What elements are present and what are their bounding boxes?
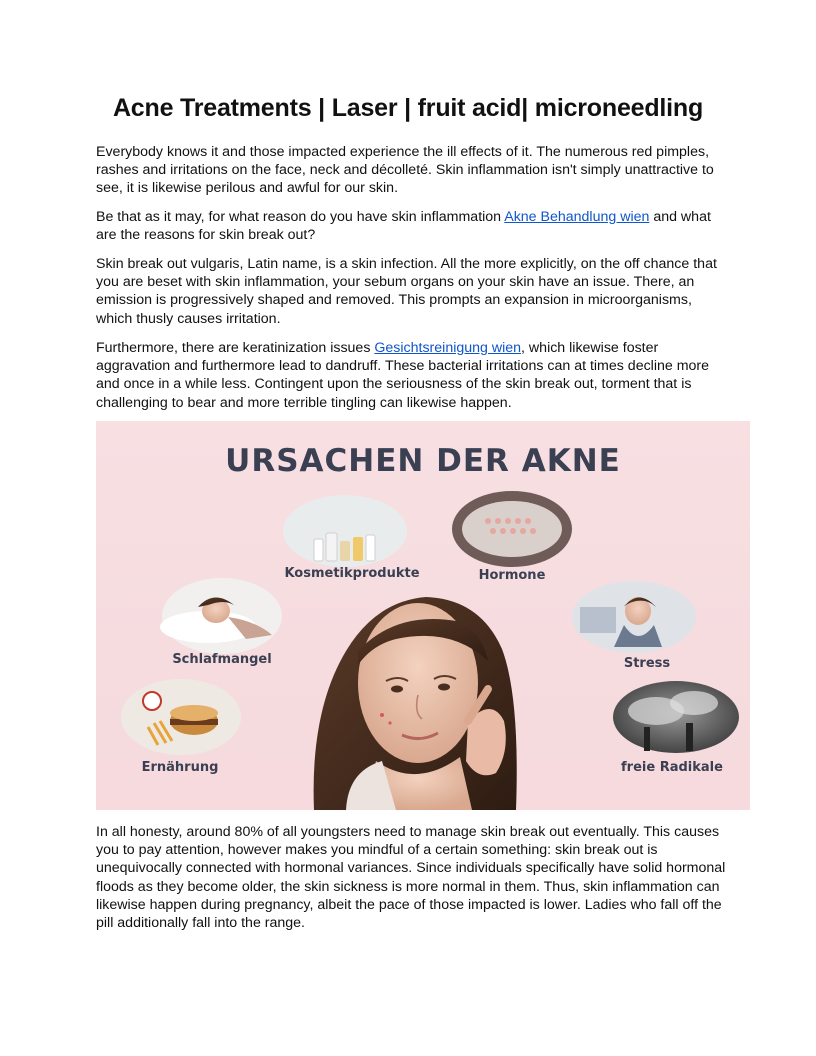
acne-causes-infographic — [96, 421, 750, 810]
label-hormones: Hormone — [478, 568, 546, 583]
radicals-circle — [613, 681, 739, 753]
paragraph-reasons — [96, 208, 726, 244]
paragraph-text: and what are the reasons for skin break out? — [96, 209, 711, 244]
sleep-circle — [160, 578, 282, 654]
paragraph-intro: Everybody knows it and those impacted experience the ill effects of it. The numerous red pimples, rashes and irritations on the face, neck and décolleté. Skin inflammation isn't simply unattractive to see, it is likewise perilous and awful for our skin. — [96, 144, 714, 197]
link-gesichtsreinigung[interactable]: Gesichtsreinigung wien — [374, 340, 522, 356]
document-title: Acne Treatments | Laser | fruit acid| microneedling — [112, 94, 704, 122]
infographic-heading: URSACHEN DER AKNE — [225, 443, 621, 479]
paragraph-youngsters: In all honesty, around 80% of all youngsters need to manage skin break out eventually. This causes you to pay attention, however makes you mindful of a certain something: skin break out is unequivocally connected with hormonal variances. Since individuals specifically have solid hormonal floods as they become older, the skin sickness is more normal in them. Thus, skin inflammation can likewise happen during pregnancy, albeit the pace of those impacted is lower. Ladies who fall off the pill additionally fall into the range. — [96, 824, 726, 932]
stress-circle — [572, 581, 696, 653]
hormones-circle — [452, 491, 572, 567]
label-nutrition: Ernährung — [141, 760, 219, 775]
woman-portrait — [314, 597, 517, 810]
nutrition-circle — [121, 679, 241, 755]
link-akne-behandlung[interactable]: Akne Behandlung wien — [504, 209, 650, 225]
paragraph-keratinization — [96, 339, 726, 412]
label-sleep: Schlafmangel — [172, 652, 272, 667]
label-cosmetics: Kosmetikprodukte — [284, 566, 420, 581]
cosmetics-circle — [283, 495, 407, 567]
label-radicals: freie Radikale — [621, 760, 723, 775]
paragraph-text: Furthermore, there are keratinization issues — [96, 340, 375, 356]
paragraph-text: , which likewise foster aggravation and furthermore lead to dandruff. These bacterial irritations can at times decline more and once in a while less. Contingent upon the seriousness of the skin break out, torment that is challenging to bear and more terrible tingling can likewise happen. — [96, 340, 710, 411]
infographic-illustration — [96, 421, 750, 810]
label-stress: Stress — [623, 656, 671, 671]
paragraph-text: Be that as it may, for what reason do you have skin inflammation — [96, 209, 505, 225]
paragraph-vulgaris: Skin break out vulgaris, Latin name, is a skin infection. All the more explicitly, on the off chance that you are beset with skin inflammation, your sebum organs on your skin have an issue. There, an emission is progressively shaped and removed. This prompts an expansion in microorganisms, which thusly causes irritation. — [96, 256, 717, 327]
